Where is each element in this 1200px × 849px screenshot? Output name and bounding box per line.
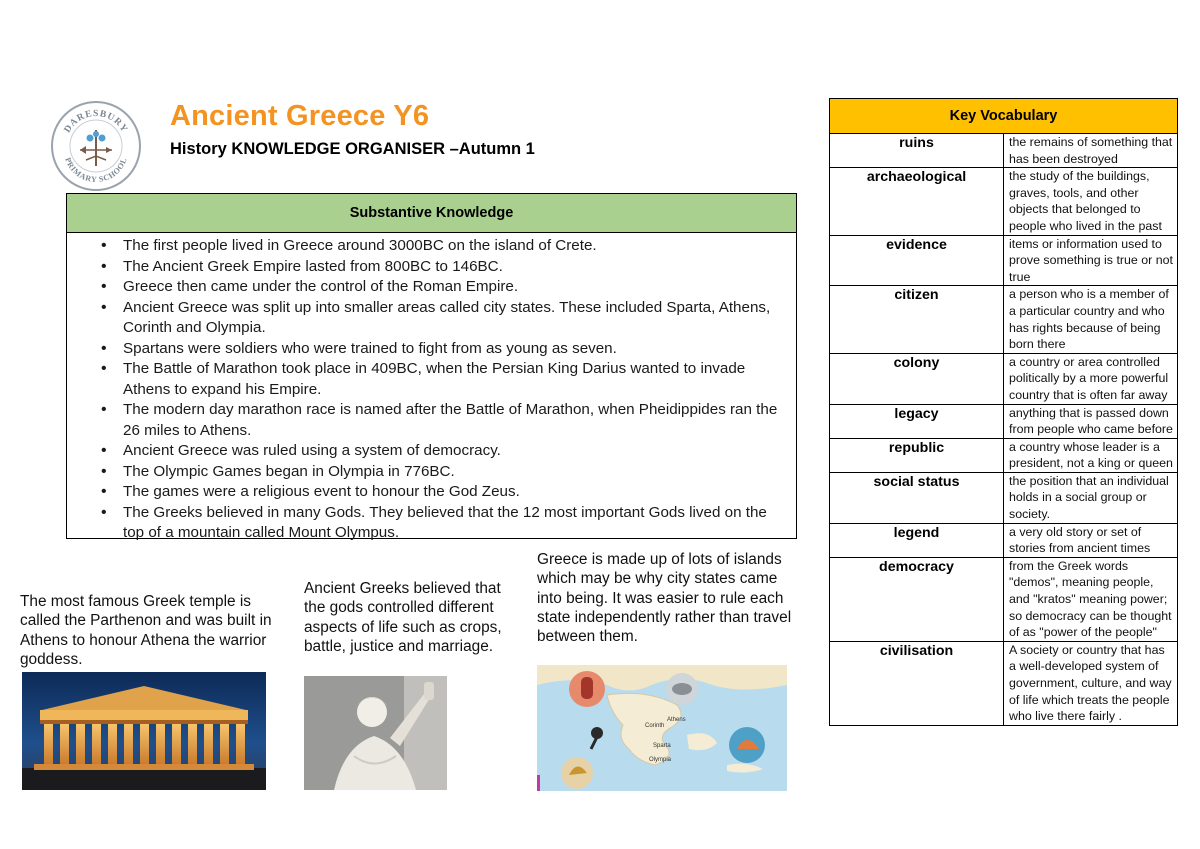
map-label-sparta: Sparta xyxy=(653,743,671,749)
vocab-term: civilisation xyxy=(830,641,1004,725)
knowledge-point: • Greece then came under the control of the Roman Empire. xyxy=(123,277,796,298)
knowledge-point: • Spartans were soldiers who were trained to fight from as young as seven. xyxy=(123,339,796,360)
table-row xyxy=(830,235,1178,286)
vocab-term: citizen xyxy=(830,286,1004,353)
table-row xyxy=(830,557,1178,641)
table-row xyxy=(830,353,1178,404)
greece-map-image xyxy=(537,665,787,791)
vocab-definition: a person who is a member of a particular country and who has rights because of being born there xyxy=(1004,286,1178,353)
substantive-knowledge-box xyxy=(66,193,797,539)
table-row xyxy=(830,472,1178,523)
table-row xyxy=(830,641,1178,725)
page-title: Ancient Greece Y6 xyxy=(170,100,430,132)
knowledge-point: • The Battle of Marathon took place in 409BC, when the Persian King Darius wanted to invade Athens to expand his Empire. xyxy=(123,359,783,400)
table-row xyxy=(830,286,1178,353)
vocab-term: archaeological xyxy=(830,168,1004,235)
table-row xyxy=(830,168,1178,235)
table-row xyxy=(830,404,1178,438)
map-label-olympia: Olympia xyxy=(649,757,672,763)
vocab-term: ruins xyxy=(830,134,1004,168)
gods-caption: Ancient Greeks believed that the gods controlled different aspects of life such as crops, battle, justice and marriage. xyxy=(304,580,502,655)
key-vocabulary-heading: Key Vocabulary xyxy=(830,99,1178,134)
goddess-statue-image xyxy=(304,676,447,790)
page-subtitle: History KNOWLEDGE ORGANISER –Autumn 1 xyxy=(170,140,535,158)
knowledge-point: • The Olympic Games began in Olympia in 776BC. xyxy=(123,462,796,483)
vocab-definition: the study of the buildings, graves, tools, and other objects that belonged to people who lived in the past xyxy=(1004,168,1178,235)
parthenon-caption: The most famous Greek temple is called the Parthenon and was built in Athens to honour Athena the warrior goddess. xyxy=(20,593,272,668)
vocab-definition: a very old story or set of stories from ancient times xyxy=(1004,523,1178,557)
table-row xyxy=(830,523,1178,557)
vocab-definition: the remains of something that has been destroyed xyxy=(1004,134,1178,168)
vocab-definition: anything that is passed down from people who came before xyxy=(1004,404,1178,438)
vocab-definition: A society or country that has a well-developed system of government, culture, and way of life which treats the people who live there fairly . xyxy=(1004,641,1178,725)
vocab-definition: items or information used to prove something is true or not true xyxy=(1004,235,1178,286)
vocab-definition: from the Greek words "demos", meaning people, and "kratos" meaning power; so democracy can be thought of as "power of the people" xyxy=(1004,557,1178,641)
knowledge-point: • The games were a religious event to honour the God Zeus. xyxy=(123,482,796,503)
vocab-term: legend xyxy=(830,523,1004,557)
vocab-term: evidence xyxy=(830,235,1004,286)
key-vocabulary-table xyxy=(829,98,1178,726)
vocab-definition: the position that an individual holds in a social group or society. xyxy=(1004,472,1178,523)
knowledge-point: • Ancient Greece was ruled using a system of democracy. xyxy=(123,441,796,462)
substantive-knowledge-heading: Substantive Knowledge xyxy=(67,194,796,233)
islands-caption: Greece is made up of lots of islands which may be why city states came into being. It was easier to rule each state independently rather than travel between them. xyxy=(537,551,792,646)
vocab-definition: a country whose leader is a president, not a king or queen xyxy=(1004,438,1178,472)
vocab-term: colony xyxy=(830,353,1004,404)
knowledge-list xyxy=(67,236,796,544)
knowledge-point: • The modern day marathon race is named after the Battle of Marathon, when Pheidippides ran the 26 miles to Athens. xyxy=(123,400,783,441)
vocab-term: democracy xyxy=(830,557,1004,641)
vocab-term: social status xyxy=(830,472,1004,523)
knowledge-point: • The Ancient Greek Empire lasted from 800BC to 146BC. xyxy=(123,257,796,278)
vocab-definition: a country or area controlled politically by a more powerful country that is often far away xyxy=(1004,353,1178,404)
map-label-athens: Athens xyxy=(667,717,686,723)
logo-top-text: DARESBURY xyxy=(62,108,130,135)
logo-bottom-text: PRIMARY SCHOOL xyxy=(63,156,129,185)
table-row xyxy=(830,134,1178,168)
school-logo xyxy=(50,100,142,192)
map-label-corinth: Corinth xyxy=(645,723,665,729)
parthenon-image xyxy=(22,672,266,790)
knowledge-point: • The Greeks believed in many Gods. They believed that the 12 most important Gods lived on the top of a mountain called Mount Olympus. xyxy=(123,503,783,544)
knowledge-point: • Ancient Greece was split up into smaller areas called city states. These included Sparta, Athens, Corinth and Olympia. xyxy=(123,298,783,339)
vocab-term: legacy xyxy=(830,404,1004,438)
knowledge-point: • The first people lived in Greece around 3000BC on the island of Crete. xyxy=(123,236,796,257)
vocab-term: republic xyxy=(830,438,1004,472)
table-row xyxy=(830,438,1178,472)
